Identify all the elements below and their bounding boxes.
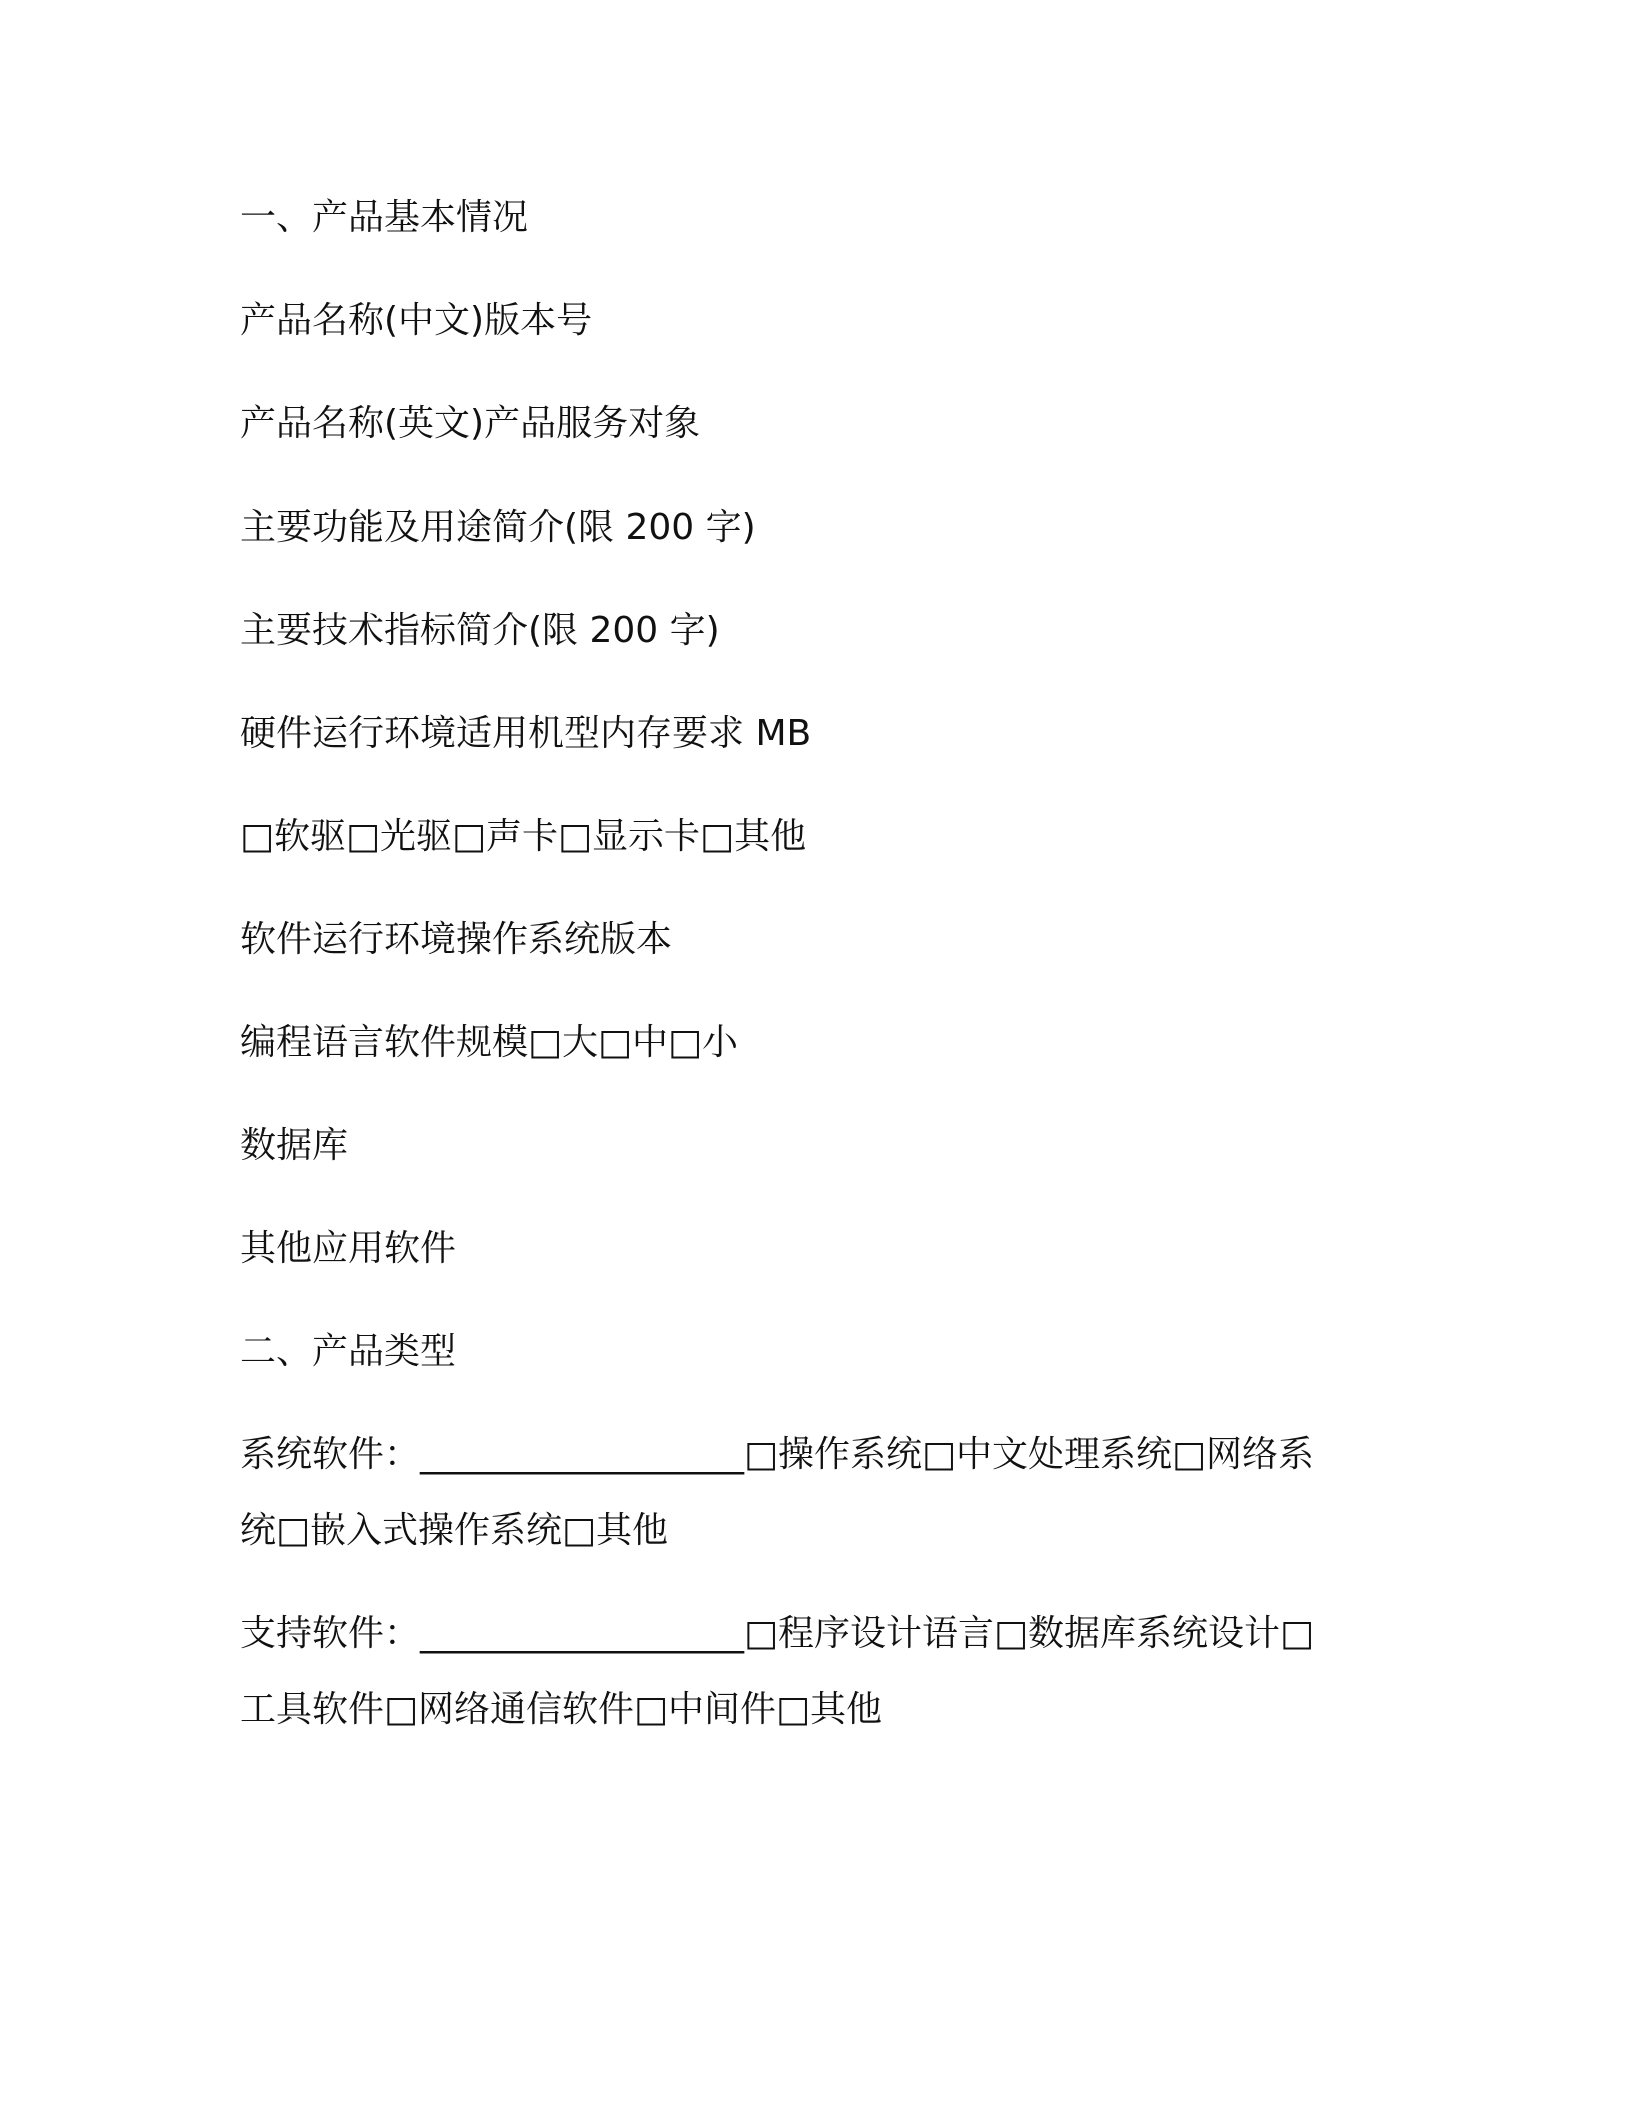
section-heading-product-type: 二、产品类型 (240, 1331, 457, 1372)
hardware-options: □软驱□光驱□声卡□显示卡□其他 (240, 816, 807, 857)
field-system-software-cont: 统□嵌入式操作系统□其他 (240, 1510, 669, 1551)
section-heading-basic-info: 一、产品基本情况 (240, 197, 529, 238)
field-support-software: 支持软件：__________________□程序设计语言□数据库系统设计□ (240, 1613, 1315, 1654)
field-other-software: 其他应用软件 (240, 1228, 457, 1269)
field-hardware-env: 硬件运行环境适用机型内存要求 MB (240, 713, 812, 754)
field-software-env: 软件运行环境操作系统版本 (240, 919, 673, 960)
field-product-name-en: 产品名称(英文)产品服务对象 (240, 403, 701, 444)
field-system-software: 系统软件：__________________□操作系统□中文处理系统□网络系 (240, 1434, 1315, 1475)
field-product-name-cn: 产品名称(中文)版本号 (240, 300, 593, 341)
field-support-software-cont: 工具软件□网络通信软件□中间件□其他 (240, 1689, 883, 1730)
field-main-functions: 主要功能及用途简介(限 200 字) (240, 507, 756, 548)
field-language-scale: 编程语言软件规模□大□中□小 (240, 1022, 739, 1063)
field-tech-specs: 主要技术指标简介(限 200 字) (240, 610, 720, 651)
field-database: 数据库 (240, 1125, 349, 1166)
